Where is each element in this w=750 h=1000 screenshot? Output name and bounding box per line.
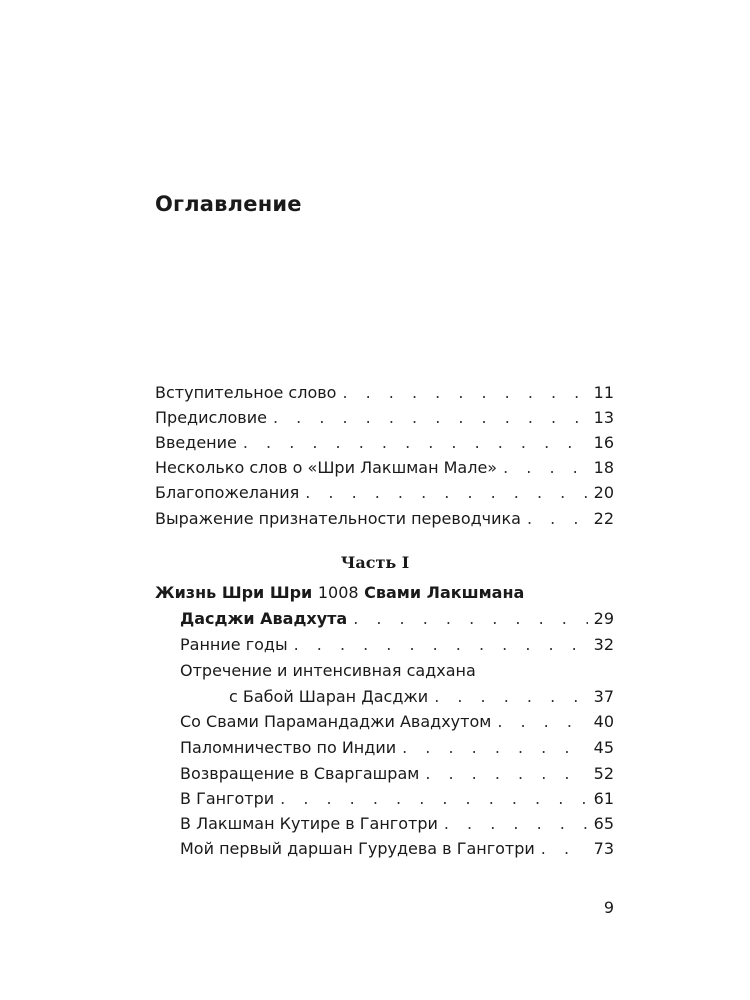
dot-leader [402, 736, 588, 760]
toc-entry [180, 736, 614, 761]
dot-leader [425, 762, 587, 786]
toc-entry-page: 22 [593, 509, 614, 528]
dot-leader [497, 710, 587, 734]
toc-heading: Оглавление [155, 192, 302, 216]
toc-entry [180, 812, 614, 837]
part-title: Часть I [340, 553, 410, 572]
dot-leader [434, 685, 587, 709]
dot-leader [541, 837, 588, 861]
toc-entry-page: 52 [593, 764, 614, 783]
main-entry-number: 1008 [317, 583, 359, 602]
toc-entry-title: В Ганготри [180, 789, 275, 808]
toc-entry-title: Выражение признательности переводчика [155, 509, 521, 528]
toc-entry-title: Паломничество по Индии [180, 738, 397, 757]
dot-leader [305, 481, 587, 505]
toc-entry-title: Вступительное слово [155, 383, 337, 402]
toc-entry [180, 710, 614, 735]
toc-entry-title: Благопожелания [155, 483, 300, 502]
toc-entry [155, 481, 614, 506]
page-number: 9 [603, 898, 614, 917]
toc-entry [180, 607, 614, 632]
toc-entry-page: 13 [593, 408, 614, 427]
main-entry-text-b: Свами Лакшмана [364, 583, 525, 602]
toc-entry-page: 32 [593, 635, 614, 654]
dot-leader [444, 812, 588, 836]
toc-entry-page: 61 [593, 789, 614, 808]
toc-entry [180, 762, 614, 787]
toc-entry-title: с Бабой Шаран Дасджи [229, 687, 429, 706]
toc-entry-page: 45 [593, 738, 614, 757]
toc-entry [155, 456, 614, 481]
toc-entry-page: 37 [593, 687, 614, 706]
toc-entry-page: 11 [593, 383, 614, 402]
dot-leader [503, 456, 588, 480]
toc-entry-title: Возвращение в Сваргашрам [180, 764, 420, 783]
toc-entry-title: Ранние годы [180, 635, 288, 654]
toc-entry-title: Со Свами Парамандаджи Авадхутом [180, 712, 492, 731]
toc-entry [229, 685, 614, 710]
dot-leader [273, 406, 588, 430]
toc-entry [155, 507, 614, 532]
toc-entry [180, 787, 614, 812]
toc-entry [155, 431, 614, 456]
dot-leader [353, 607, 587, 631]
toc-entry-title: Несколько слов о «Шри Лакшман Мале» [155, 458, 498, 477]
toc-entry-page: 20 [593, 483, 614, 502]
toc-entry-page: 29 [593, 609, 614, 628]
toc-entry [180, 633, 614, 658]
dot-leader [243, 431, 588, 455]
toc-entry-page: 65 [593, 814, 614, 833]
toc-entry-page: 18 [593, 458, 614, 477]
toc-entry-page: 16 [593, 433, 614, 452]
toc-entry [155, 406, 614, 431]
toc-entry-title: Введение [155, 433, 237, 452]
toc-entry-title: Мой первый даршан Гурудева в Ганготри [180, 839, 535, 858]
toc-entry-title: В Лакшман Кутире в Ганготри [180, 814, 438, 833]
toc-entry-title: Предисловие [155, 408, 267, 427]
toc-entry-title-line1: Отречение и интенсивная садхана [180, 661, 476, 680]
toc-entry-page: 73 [593, 839, 614, 858]
main-entry-line1 [155, 581, 524, 605]
dot-leader [294, 633, 588, 657]
dot-leader [280, 787, 587, 811]
toc-entry [180, 837, 614, 862]
toc-entry-page: 40 [593, 712, 614, 731]
dot-leader [342, 381, 587, 405]
main-entry-line2: Дасджи Авадхута [180, 609, 348, 628]
toc-entry [155, 381, 614, 406]
dot-leader [527, 507, 588, 531]
main-entry-text-a: Жизнь Шри Шри [155, 583, 313, 602]
